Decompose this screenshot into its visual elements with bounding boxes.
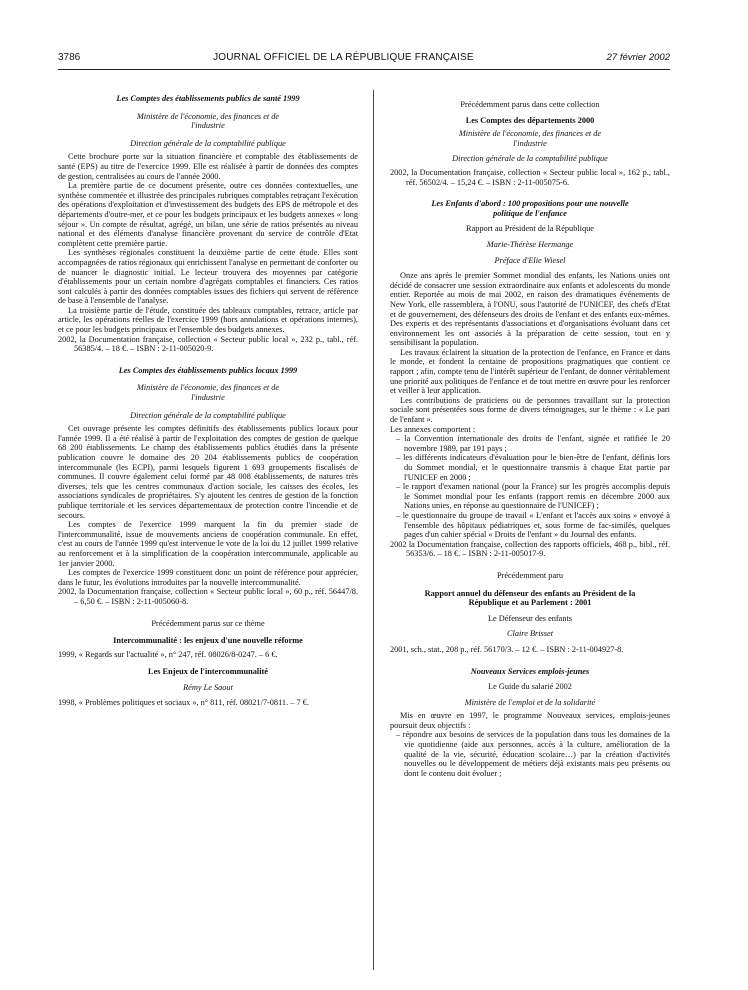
paragraph: Les synthèses régionales constituent la deuxième partie de cette étude. Elles sont accompagnées de ratios régionaux qui enrichissent l'analyse en permettant de conforter ou de nuancer le diagnostic initial. Le lecteur trouvera des moyennes par catégorie d'établissements pour un certain nombre d'agrégats comptables et financiers. Ces ratios sont calculés à partir des données comptables issues des fichiers qui servent de référence de base à l'ensemble de l'analyse.	[58, 248, 358, 306]
subtitle: Le Défenseur des enfants	[487, 613, 573, 623]
author: Claire Brisset	[506, 629, 554, 639]
publication-ref: 2002 la Documentation française, collection des rapports officiels, 468 p., bibl., réf. 56353/6. – 18 €. – ISBN : 2-11-005017-9.	[390, 539, 670, 559]
paragraph: Les travaux éclairent la situation de la protection de l'enfance, en France et dans le monde, et fondent la centaine de propositions pragmatiques que contient ce rapport ; afin, compte tenu de l'intérêt supérieur de l'enfant, de donner véritablement une priorité aux politiques de l'enfance et de tout mettre en œuvre pour les renforcer et veiller à leur application.	[390, 347, 670, 396]
section-heading: Précédemment paru	[496, 570, 564, 580]
subtitle: Le Guide du salarié 2002	[488, 682, 572, 692]
subtitle: Rapport au Président de la République	[466, 224, 594, 234]
paragraph: Mis en œuvre en 1997, le programme Nouveaux services, emplois-jeunes poursuit deux objectifs :	[390, 711, 670, 730]
annex-intro: Les annexes comportent :	[390, 424, 476, 434]
section-heading: Précédemment parus dans cette collection	[460, 100, 600, 109]
bullet-item: – répondre aux besoins de services de la population dans tous les domaines de la vie quotidienne (aide aux personnes, accès à la culture, amélioration de la qualité de la vie, sécurité, éducation scolaire…) par la création d'activités nouvelles ou le développement de métiers déjà existants mais peu présents ou dont le contenu doit évoluer ;	[396, 730, 670, 778]
section-title: Les Comptes des établissements publics locaux 1999	[118, 365, 298, 375]
ministry: Ministère de l'économie, des finances et de l'industrie	[136, 383, 280, 403]
publication-ref: 1999, « Regards sur l'actualité », n° 247, réf. 08026/8-0247. – 6 €.	[58, 649, 278, 659]
author: Marie-Thérèse Hermange	[486, 239, 574, 249]
paragraph: La troisième partie de l'étude, constituée des tableaux comptables, retrace, article par article, les opérations réelles de l'exercice 1999 (hors annulations et opérations internes), et ce pour les budgets principaux et l'ensemble des budgets annexes.	[58, 305, 358, 335]
paragraph: Les comptes de l'exercice 1999 marquent la fin du premier stade de l'intercommunalité, issue de mouvements anciens de coopération communale. En effet, c'est au cours de l'année 1999 qu'est intervenue le vote de la loi du 12 juillet 1999 relative au renforcement et à la simplification de la coopération intercommunale, applicable au 1er janvier 2000.	[58, 520, 358, 568]
author: Rémy Le Saout	[183, 682, 233, 692]
page-header	[58, 52, 670, 66]
left-column	[58, 94, 358, 708]
book-title: Rapport annuel du défenseur des enfants au Président de la République et au Parlement : 2001	[424, 588, 636, 608]
publication-ref: 1998, « Problèmes politiques et sociaux », n° 811, réf. 08021/7-0811. – 7 €.	[58, 698, 309, 708]
paragraph: Les contributions de praticiens ou de personnes travaillant sur la protection sociale sont présentées sous forme de divers témoignages, sur le thème : « Le pari de l'enfant ».	[390, 395, 670, 425]
book-title: Les Enjeux de l'intercommunalité	[148, 667, 268, 677]
publication-ref: 2001, sch., stat., 208 p., réf. 56170/3. – 12 €. – ISBN : 2-11-004927-8.	[390, 644, 624, 654]
issue-date: 27 février 2002	[606, 52, 670, 63]
section-heading: Précédemment parus sur ce thème	[151, 618, 265, 628]
header-rule	[58, 69, 670, 70]
publication-ref: 2002, la Documentation française, collection « Secteur public local », 162 p., tabl., réf. 56502/4. – 15,24 €. – ISBN : 2-11-005075-6.	[390, 167, 670, 187]
paragraph: Cette brochure porte sur la situation financière et comptable des établissements de santé (EPS) au titre de l'exercice 1999. Elle est réalisée à partir de données des comptes de gestion, centralisées au cours de l'année 2000.	[58, 152, 358, 181]
paragraph: Cet ouvrage présente les comptes définitifs des établissements publics locaux pour l'année 1999. Il a été réalisé à partir de l'exploitation des comptes de gestion de quelque 68 200 établissements. Le champ des établissements publics étudiés dans la présente publication couvre le domaine des 20 204 établissements publics de coopération intercommunale (les ECPI), parmi lesquels figurent 1 693 groupements fiscalisés de communes. Il couvre également celui formé par 48 008 établissements, de natures très diverses, tels que les centres communaux d'action sociale, les caisses des écoles, les associations syndicales de propriétaires. S'y ajoutent les centres de gestion de la fonction publique territoriale et les services départementaux de protection contre l'incendie et de secours.	[58, 424, 358, 520]
direction: Direction générale de la comptabilité publique	[130, 410, 286, 420]
section-title: Les Comptes des établissements publics de santé 1999	[116, 94, 300, 103]
section-title: Les Enfants d'abord : 100 propositions pour une nouvelle politique de l'enfance	[431, 199, 629, 218]
publication-ref: 2002, la Documentation française, collection « Secteur public local », 60 p., réf. 56447/8. – 6,50 €. – ISBN : 2-11-005060-8.	[58, 587, 358, 606]
page-number: 3786	[58, 52, 81, 63]
paragraph: La première partie de ce document présente, outre ces données contextuelles, une synthèse commentée et illustrée des principales rubriques comptables retraçant l'exécution des opérations d'exploitation et d'investissement des budgets des EPS de métropole et des départements d'outre-mer, et ce pour les budgets principaux et les budgets annexes « long séjour ». Un compte de résultat, agrégé, un bilan, une série de ratios présentés au niveau national et des éléments d'analyse financière provenant du service de contrôle d'Etat complètent cette première partie.	[58, 181, 358, 248]
paragraph: Les comptes de l'exercice 1999 constituent donc un point de référence pour apprécier, dans le futur, les évolutions introduites par la nouvelle intercommunalité.	[58, 568, 358, 587]
annex-item: – la Convention internationale des droits de l'enfant, signée et ratifiée le 20 novembre 1989, par 191 pays ;	[396, 434, 670, 453]
direction: Direction générale de la comptabilité publique	[130, 138, 286, 148]
annex-item: – le rapport d'examen national (pour la France) sur les progrès accomplis depuis le Sommet mondial pour les enfants (rapport remis en décembre 2000 aux Nations unies, en réponse au questionnaire de l'UNICEF) ;	[396, 482, 670, 511]
paragraph: Onze ans après le premier Sommet mondial des enfants, les Nations unies ont décidé de consacrer une session extraordinaire aux enfants et adolescents du monde entier. Reportée au mois de mai 2002, en raison des dramatiques événements de New York, elle rassemblera, à l'ONU, sous l'autorité de l'UNICEF, des chefs d'Etat et de gouvernement, des défenseurs des droits de l'enfant et des enfants eux-mêmes. Des experts et des représentants d'associations et d'organisations évoluant dans cet environnement les ont associés à la préparation de cette session, tout en y sensibilisant la population.	[390, 271, 670, 348]
journal-title: JOURNAL OFFICIEL DE LA RÉPUBLIQUE FRANÇAISE	[213, 52, 474, 63]
ministry: Ministère de l'économie, des finances et de l'industrie	[458, 129, 602, 148]
direction: Direction générale de la comptabilité publique	[452, 154, 608, 164]
ministry: Ministère de l'économie, des finances et de l'industrie	[136, 111, 280, 131]
section-title: Nouveaux Services emplois-jeunes	[470, 666, 590, 676]
book-title: Les Comptes des départements 2000	[465, 115, 595, 125]
ministry: Ministère de l'emploi et de la solidarité	[464, 697, 596, 707]
annex-item: – les différents indicateurs d'évaluation pour le bien-être de l'enfant, définis lors du Sommet mondial, et le questionnaire transmis à chaque Etat partie par l'UNICEF en 2000 ;	[396, 453, 670, 482]
column-divider	[373, 90, 374, 970]
preface: Préface d'Elie Wiesel	[494, 255, 566, 265]
annex-item: – le questionnaire du groupe de travail « L'enfant et l'accès aux soins » envoyé à l'ensemble des hôpitaux pédiatriques et, sous forme de fac-similés, quelques pages d'un cahier spécial « Droits de l'enfant » du Journal des enfants.	[396, 510, 670, 540]
right-column	[390, 100, 670, 778]
book-title: Intercommunalité : les enjeux d'une nouvelle réforme	[113, 636, 303, 646]
publication-ref: 2002, la Documentation française, collection « Secteur public local », 232 p., tabl., réf. 56385/4. – 18 €. – ISBN : 2-11-005020-9.	[58, 334, 358, 354]
